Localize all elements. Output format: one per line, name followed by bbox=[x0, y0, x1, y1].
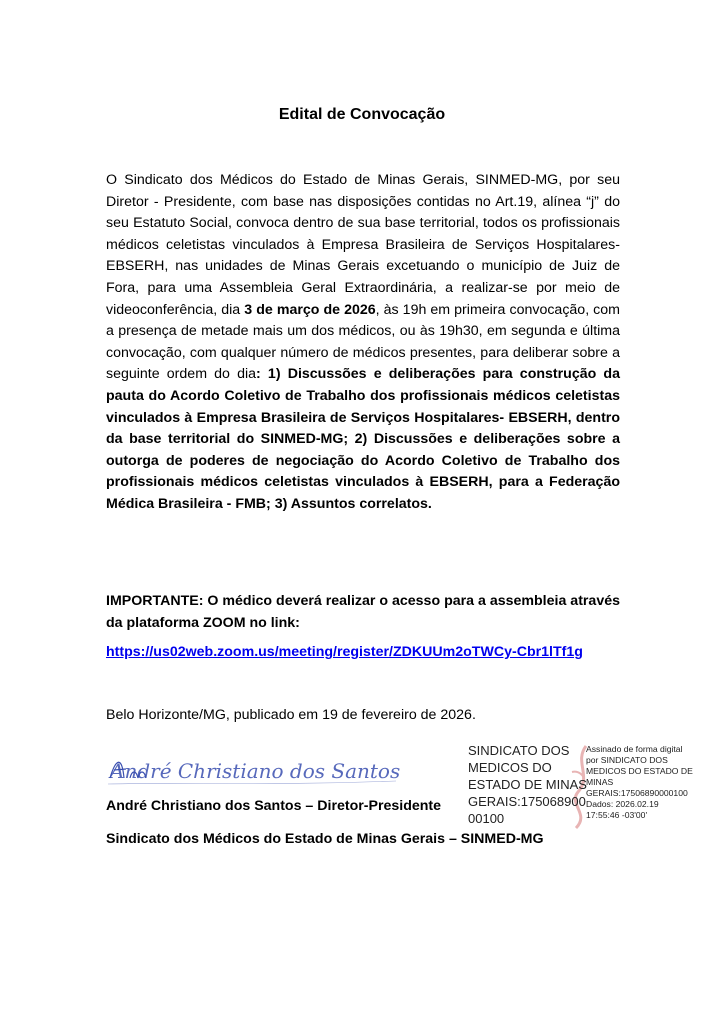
document-title: Edital de Convocação bbox=[278, 106, 446, 123]
digital-signature-details bbox=[586, 744, 706, 821]
convocation-body bbox=[106, 170, 620, 516]
agenda-text: : 1) Discussões e deliberações para construção da pauta do Acordo Coletivo de Trabalho dos profissionais médicos celetistas vinculados à Empresa Brasileira de Serviços Hospitalares- EBSERH, dentro da base territorial do SINMED-MG; 2) Discussões e deliberações sobre a outorga de poderes de negociação do Acordo Coletivo de Trabalho dos profissionais médicos celetistas vinculados à EBSERH, para a Federação Médica Brasileira - FMB; 3) Assuntos correlatos. bbox=[106, 366, 620, 512]
stamp-line: GERAIS:175068900 bbox=[468, 794, 586, 809]
signer-organization: Sindicato dos Médicos do Estado de Minas Gerais – SINMED-MG bbox=[106, 831, 544, 847]
zoom-registration-link[interactable]: https://us02web.zoom.us/meeting/register/ZDKUUm2oTWCy-Cbr1lTf1g bbox=[106, 644, 583, 660]
stamp-line: MEDICOS DO bbox=[468, 760, 552, 775]
stamp-detail-line: por SINDICATO DOS bbox=[586, 755, 668, 765]
handwritten-signature-text: André Christiano dos Santos bbox=[110, 759, 401, 783]
stamp-detail-line: Dados: 2026.02.19 bbox=[586, 799, 659, 809]
important-notice: IMPORTANTE: O médico deverá realizar o acesso para a assembleia através da plataforma ZOOM no link: bbox=[106, 593, 620, 631]
stamp-detail-line: Assinado de forma digital bbox=[586, 744, 683, 754]
stamp-line: 00100 bbox=[468, 811, 505, 826]
stamp-line: SINDICATO DOS bbox=[468, 743, 570, 758]
stamp-detail-line: 17:55:46 -03'00' bbox=[586, 810, 648, 820]
stamp-detail-line: MEDICOS DO ESTADO DE bbox=[586, 766, 693, 776]
meeting-date: 3 de março de 2026 bbox=[244, 301, 376, 318]
stamp-detail-line: GERAIS:17506890000100 bbox=[586, 788, 688, 798]
handwritten-signature bbox=[106, 748, 406, 790]
signer-name: André Christiano dos Santos – Diretor-Presidente bbox=[106, 798, 442, 814]
body-intro: O Sindicato dos Médicos do Estado de Minas Gerais, SINMED-MG, por seu Diretor - Presidente, com base nas disposições contidas no Art.19, alínea “j” do seu Estatuto Social, convoca dentro de sua base territorial, todos os profissionais médicos celetistas vinculados à Empresa Brasileira de Serviços Hospitalares- EBSERH, nas unidades de Minas Gerais excetuando o município de Juiz de Fora, para uma Assembleia Geral Extraordinária, a realizar-se por meio de videoconferência, dia bbox=[106, 172, 620, 318]
body-middle: , às 19h em primeira convocação, com a presença de metade mais um dos médicos, ou às 19h30, em segunda e última convocação, com qualquer número de médicos presentes, para deliberar sobre a seguinte ordem do dia bbox=[106, 301, 620, 383]
digital-signature-block bbox=[468, 742, 588, 827]
stamp-line: ESTADO DE MINAS bbox=[468, 777, 587, 792]
publication-line: Belo Horizonte/MG, publicado em 19 de fevereiro de 2026. bbox=[106, 707, 476, 723]
stamp-detail-line: MINAS bbox=[586, 777, 614, 787]
